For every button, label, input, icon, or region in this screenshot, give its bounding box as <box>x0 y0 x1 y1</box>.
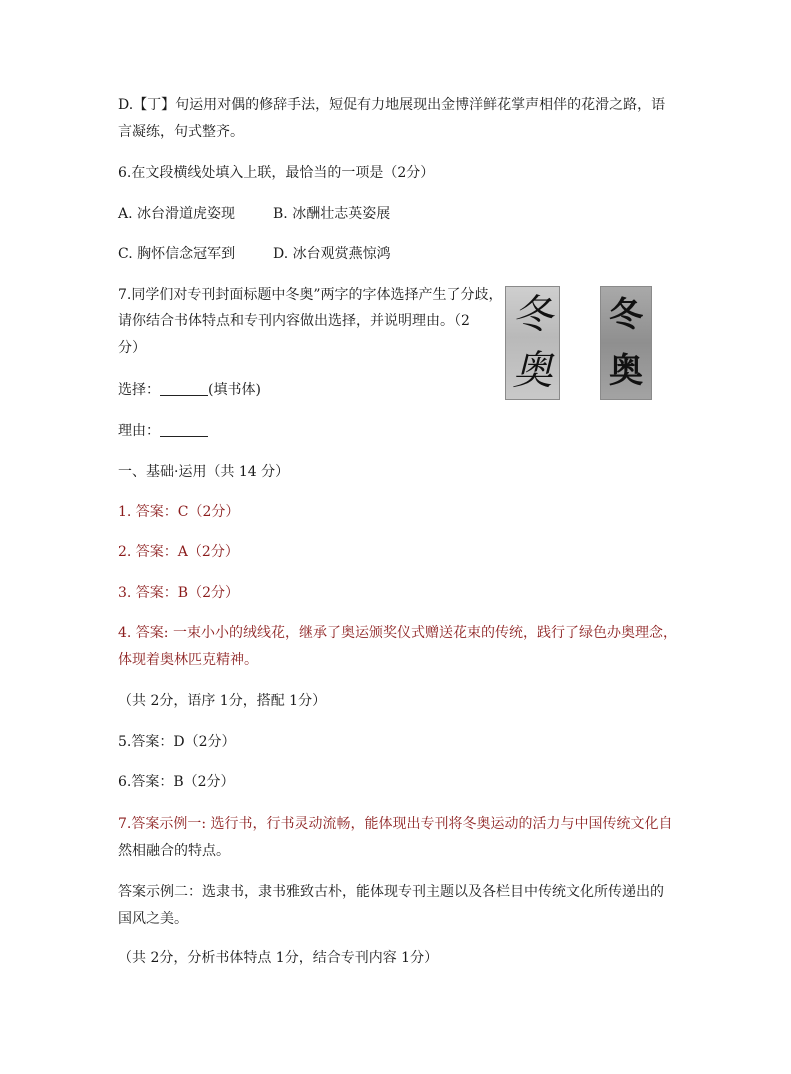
q6-options-row2 <box>118 241 391 267</box>
section-heading: 一、基础·运用（共 14 分） <box>118 464 290 480</box>
answer-4-line2: 体现着奥林匹克精神。 <box>118 652 258 668</box>
clerical-script-char-2: 奥 <box>609 351 643 391</box>
answer-7-example1-line1: 7.答案示例一: 选行书，行书灵动流畅，能体现出专刊将冬奥运动的活力与中国传统文化自 <box>118 816 673 832</box>
answer-7-example2-line2: 国风之美。 <box>118 911 188 927</box>
answer-7-score: （共 2分，分析书体特点 1分，结合专刊内容 1分） <box>118 950 439 966</box>
question-7-line2: 请你结合书体特点和专刊内容做出选择，并说明理由。（2 <box>118 313 470 329</box>
choose-line <box>118 377 678 403</box>
q5-option-d-line2: 言凝练，句式整齐。 <box>118 124 244 140</box>
answer-2: 2. 答案：A（2分） <box>118 544 239 560</box>
reason-blank <box>160 422 208 437</box>
running-script-char-2: 奥 <box>512 348 553 394</box>
reason-line <box>118 418 678 444</box>
answer-7-example2-line1: 答案示例二：选隶书，隶书雅致古朴，能体现专刊主题以及各栏目中传统文化所传递出的 <box>118 884 664 900</box>
q6-options-row1 <box>118 201 390 227</box>
choose-suffix: (填书体) <box>208 382 261 398</box>
answer-7-example1-line2: 然相融合的特点。 <box>118 843 230 859</box>
q6-option-d: D. 冰台观赏燕惊鸿 <box>273 246 391 262</box>
q6-option-c: C. 胸怀信念冠军到 <box>118 246 236 262</box>
q6-option-b: B. 冰酬壮志英姿展 <box>273 206 391 222</box>
reason-label: 理由： <box>118 423 160 439</box>
answer-4-line1: 4. 答案: 一束小小的绒线花，继承了奥运颁奖仪式赠送花束的传统，践行了绿色办奥理念， <box>118 625 677 641</box>
choose-label: 选择： <box>118 382 160 398</box>
question-7-line1: 7.同学们对专刊封面标题中冬奥”两字的字体选择产生了分歧， <box>118 287 503 303</box>
question-7-line3: 分） <box>118 340 146 356</box>
answer-5: 5.答案：D（2分） <box>118 734 236 750</box>
q6-option-a: A. 冰台滑道虎姿现 <box>118 206 236 222</box>
answer-6: 6.答案：B（2分） <box>118 774 235 790</box>
answer-1: 1. 答案：C（2分） <box>118 504 240 520</box>
answer-3: 3. 答案：B（2分） <box>118 585 240 601</box>
running-script-char-1: 冬 <box>512 292 553 338</box>
clerical-script-char-1: 冬 <box>609 295 643 335</box>
question-6: 6.在文段横线处填入上联，最恰当的一项是（2分） <box>118 165 435 181</box>
q5-option-d-line1: D.【丁】句运用对偶的修辞手法，短促有力地展现出金博洋鲜花掌声相伴的花滑之路，语 <box>118 97 666 113</box>
answer-4-score: （共 2分，语序 1分，搭配 1分） <box>118 693 327 709</box>
choose-blank <box>160 381 208 396</box>
